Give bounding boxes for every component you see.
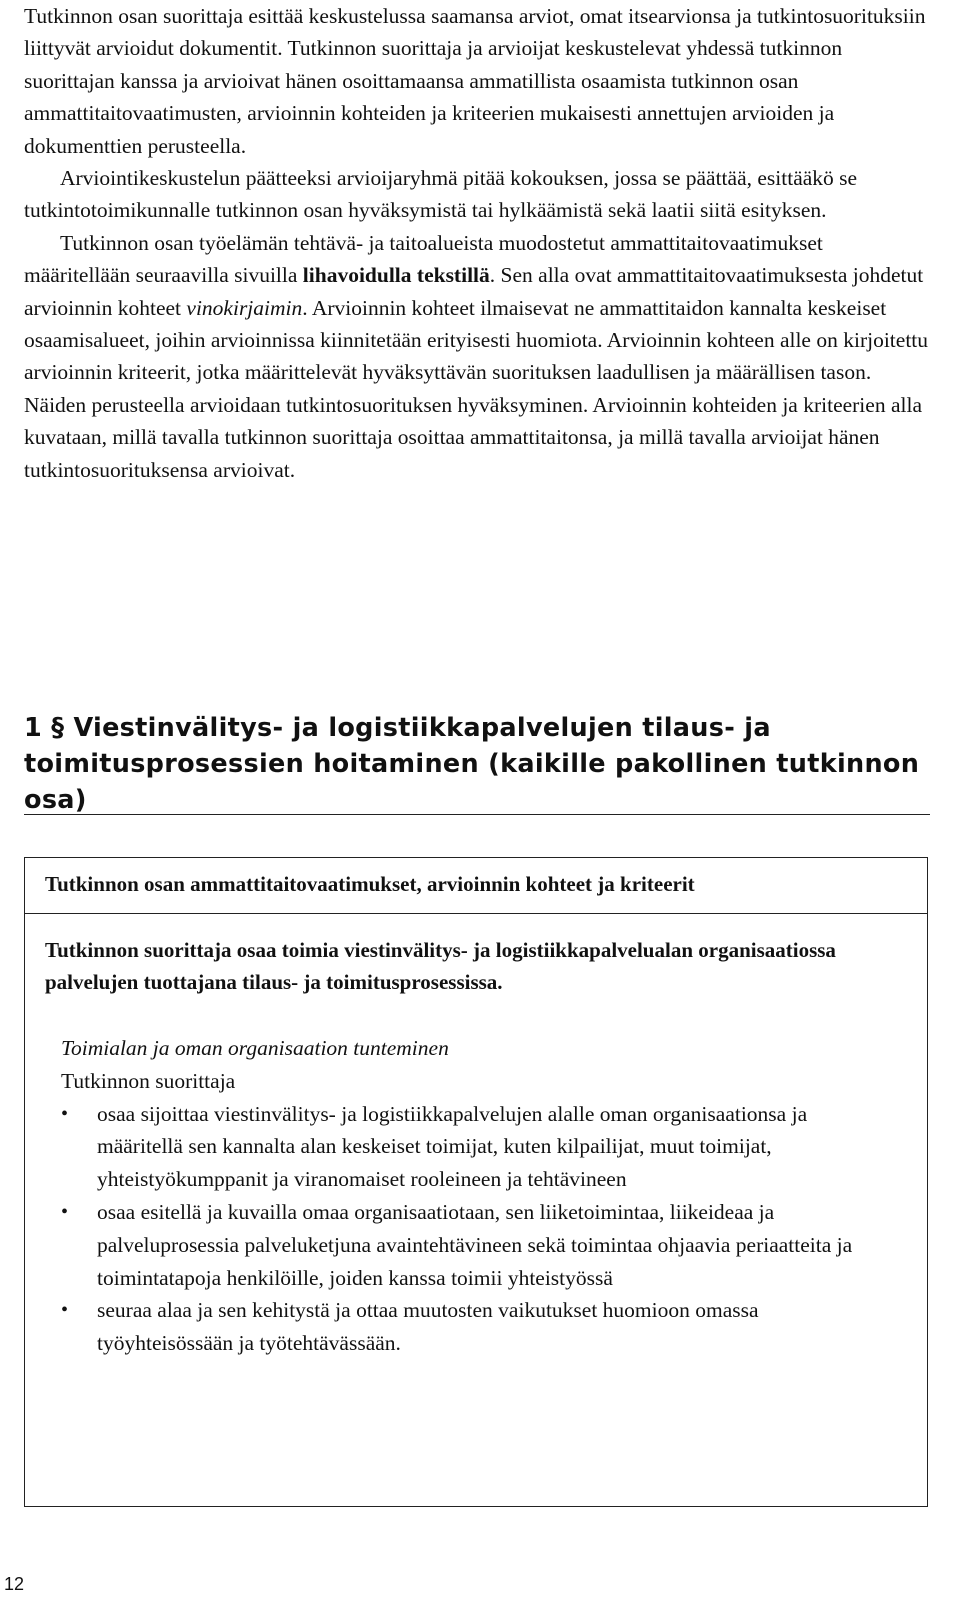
criteria-list (61, 1098, 897, 1360)
bullet-icon: • (61, 1102, 69, 1125)
box-header: Tutkinnon osan ammattitaitovaatimukset, arvioinnin kohteet ja kriteerit (25, 858, 927, 914)
intro-paragraph-3-part-b: . Sen alla ovat ammattitaitovaatimuksesta johdetut arvioinnin kohteet (24, 263, 924, 320)
list-item (61, 1294, 897, 1360)
italic-text-example: vinokirjaimin (186, 295, 303, 320)
intro-paragraph-3-part-c: . Arvioinnin kohteet ilmaisevat ne ammattitaidon kannalta keskeiset osaamisalueet, joihin arvioinnissa kiinnitetään erityisesti huomiota. Arvioinnin kohteen alle on kirjoitettu arvioinnin kriteerit, jotka määrittelevät hyväksyttävän suorituksen laadullisen ja määrällisen tason. Näiden perusteella arvioidaan tutkintosuorituksen hyväksyminen. Arvioinnin kohteiden ja kriteerien alla kuvataan, millä tavalla tutkinnon suorittaja osoittaa ammattitaitonsa, ja millä tavalla arvioijat hänen tutkintosuorituksensa arvioivat. (24, 295, 929, 482)
bullet-icon: • (61, 1299, 69, 1322)
actor-label: Tutkinnon suorittaja (61, 1068, 236, 1093)
intro-paragraph-3-part-a: Tutkinnon osan työelämän tehtävä- ja taitoalueista muodostetut ammattitaitovaatimukset määritellään seuraavilla sivuilla (24, 230, 823, 288)
requirements-box (24, 857, 928, 1507)
bullet-icon: • (61, 1200, 69, 1223)
intro-text (24, 0, 930, 486)
intro-paragraph-2: Arviointikeskustelun päätteeksi arvioijaryhmä pitää kokouksen, jossa se päättää, esittääkö se tutkintotoimikunnalle tutkinnon osan hyväksymistä tai hylkäämistä sekä laatii siitä esityksen. (24, 166, 858, 223)
intro-paragraph-3 (24, 227, 930, 486)
competence-requirement: Tutkinnon suorittaja osaa toimia viestinvälitys- ja logistiikkapalvelualan organisaatiossa palvelujen tuottajana tilaus- ja toimitusprosessissa. (45, 938, 836, 994)
section-heading: 1 § Viestinvälitys- ja logistiikkapalvelujen tilaus- ja toimitusprosessien hoitaminen (kaikille pakollinen tutkinnon osa) (24, 713, 920, 815)
list-item-text: seuraa alaa ja sen kehitystä ja ottaa muutosten vaikutukset huomioon omassa työyhteisössään ja työtehtävässään. (97, 1298, 759, 1356)
assessment-target-title: Toimialan ja oman organisaation tunteminen (61, 1036, 449, 1060)
assessment-target (25, 998, 927, 1360)
list-item (61, 1196, 897, 1294)
page-number: 12 (4, 1574, 25, 1594)
list-item-text: osaa sijoittaa viestinvälitys- ja logistiikkapalvelujen alalle oman organisaationsa ja määritellä sen kannalta alan keskeiset toimijat, kuten kilpailijat, muut toimijat, yhteistyökumppanit ja viranomaiset rooleineen ja tehtävineen (97, 1101, 808, 1192)
intro-paragraph-1: Tutkinnon osan suorittaja esittää keskustelussa saamansa arviot, omat itsearvionsa ja tutkintosuorituksiin liittyvät arvioidut dokumentit. Tutkinnon suorittaja ja arvioijat keskustelevat yhdessä tutkinnon suorittajan kanssa ja arvioivat hänen osoittamaansa ammatillista osaamista tutkinnon osan ammattitaitovaatimusten, arvioinnin kohteiden ja kriteerien mukaisesti annettujen arvioiden ja dokumenttien perusteella. (24, 4, 926, 158)
bold-text-example: lihavoidulla tekstillä (302, 263, 490, 288)
heading-divider (24, 814, 930, 815)
list-item-text: osaa esitellä ja kuvailla omaa organisaatiotaan, sen liiketoimintaa, liikeideaa ja palveluprosessia palveluketjuna avaintehtävineen sekä toimintaa ohjaavia periaatteita ja toimintatapoja henkilöille, joiden kanssa toimii yhteistyössä (97, 1199, 853, 1290)
list-item (61, 1098, 897, 1196)
